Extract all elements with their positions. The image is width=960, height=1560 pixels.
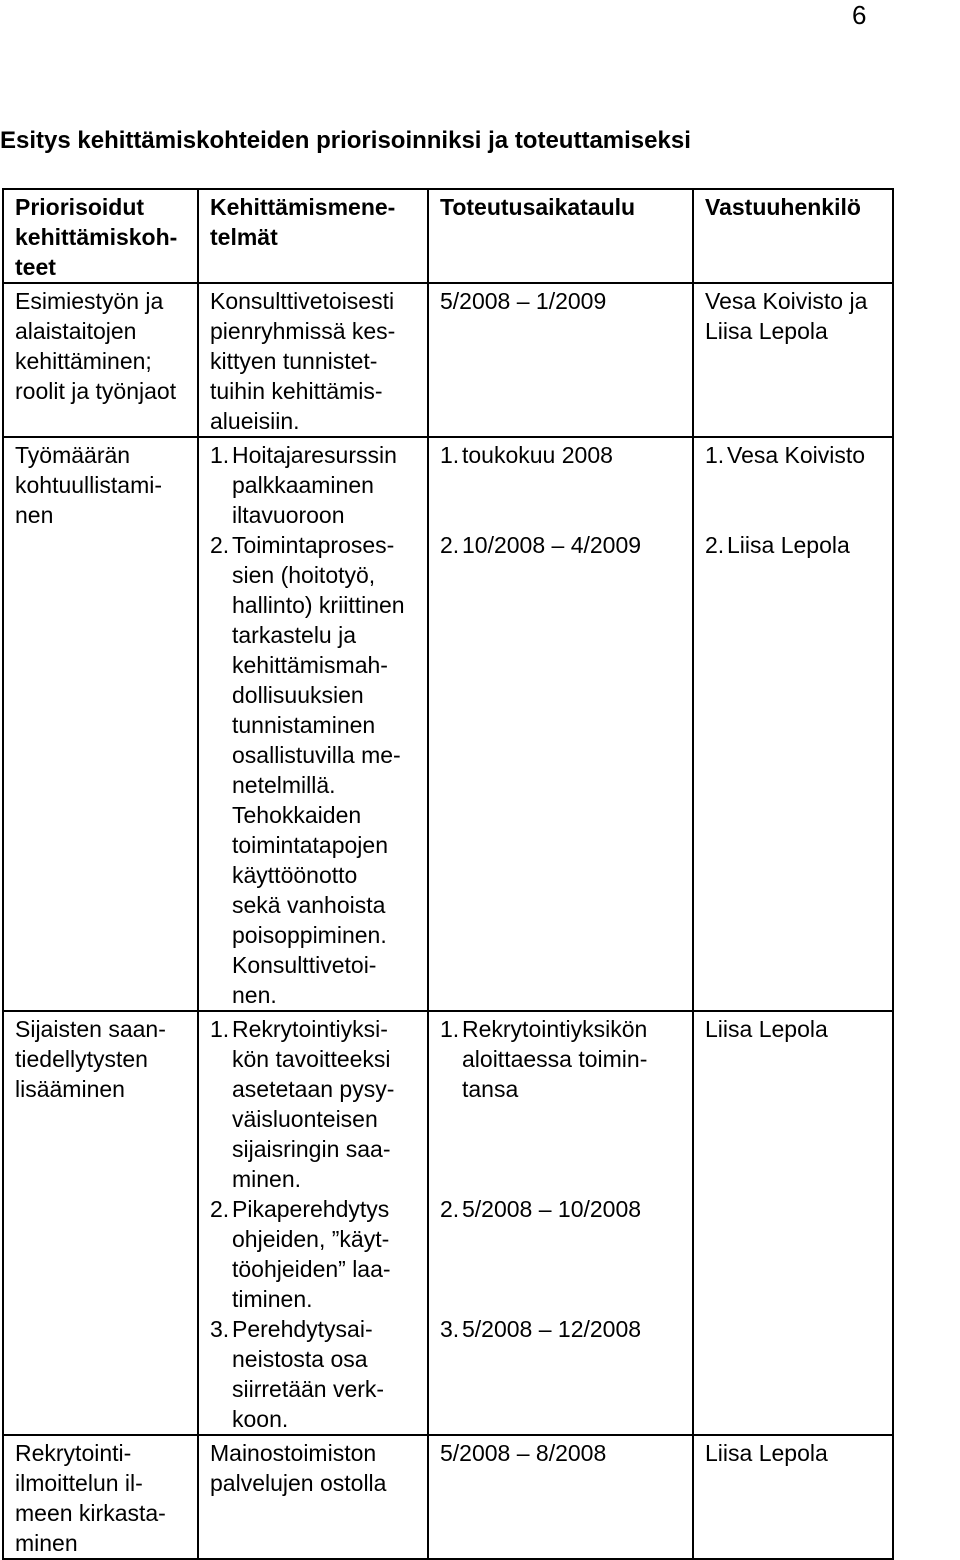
methods-cell [198,437,428,1011]
responsible-cell: Vesa Koivisto ja Liisa Lepola [693,283,893,437]
development-plan-table [2,188,959,1560]
header-responsible: Vastuuhenkilö [693,189,893,283]
page-number: 6 [852,0,867,30]
list-item: 2. Pikaperehdytys ohjeiden, ”käyt- töohjeiden” laa- timinen. [210,1196,391,1312]
schedule-cell [428,1011,693,1435]
list-item: 3. 5/2008 – 12/2008 [440,1316,642,1342]
schedule-cell: 5/2008 – 1/2009 [428,283,693,437]
schedule-cell [428,437,693,1011]
table-row [3,1435,958,1559]
list-item: 1. Vesa Koivisto [705,442,866,468]
table-row [3,437,958,1011]
methods-cell [198,1011,428,1435]
target-cell: Sijaisten saan- tiedellytysten lisääminen [3,1011,198,1435]
responsible-cell: Liisa Lepola [693,1435,893,1559]
list-item: 1. Rekrytointiyksi- kön tavoitteeksi asetetaan pysy- väisluonteisen sijaisringin saa- minen. [210,1016,395,1192]
list-item: 2. Toimintaproses- sien (hoitotyö, hallinto) kriittinen tarkastelu ja kehittämismah- dollisuuksien tunnistaminen osallistuvilla me- netelmillä. Tehokkaiden toimintatapojen käyttöönotto sekä vanhoista poisoppiminen. Konsulttivetoi- nen. [210,532,405,1008]
methods-cell: Konsulttivetoisesti pienryhmissä kes- kittyen tunnistet- tuihin kehittämis- alueisiin. [198,283,428,437]
methods-cell: Mainostoimiston palvelujen ostolla [198,1435,428,1559]
target-cell: Rekrytointi- ilmoittelun il- meen kirkasta- minen [3,1435,198,1559]
document-title: Esitys kehittämiskohteiden priorisoinniksi ja toteuttamiseksi [0,127,691,154]
list-item: 2. 10/2008 – 4/2009 [440,532,642,558]
header-targets: Priorisoidut kehittämiskoh- teet [3,189,198,283]
table-row [3,283,958,437]
responsible-cell: Liisa Lepola [693,1011,893,1435]
schedule-cell: 5/2008 – 8/2008 [428,1435,693,1559]
list-item: 2. 5/2008 – 10/2008 [440,1196,642,1222]
list-item: 1. Hoitajaresurssin palkkaaminen iltavuoroon [210,442,397,528]
responsible-cell [693,437,893,1011]
list-item: 3. Perehdytysai- neistosta osa siirretään verk- koon. [210,1316,385,1432]
table-row [3,1011,958,1435]
header-methods: Kehittämismene- telmät [198,189,428,283]
list-item: 2. Liisa Lepola [705,532,850,558]
header-schedule: Toteutusaikataulu [428,189,693,283]
table-header-row [3,189,958,283]
target-cell: Työmäärän kohtuullistami- nen [3,437,198,1011]
target-cell: Esimiestyön ja alaistaitojen kehittäminen; roolit ja työnjaot [3,283,198,437]
list-item: 1. toukokuu 2008 [440,442,613,468]
list-item: 1. Rekrytointiyksikön aloittaessa toimin- tansa [440,1016,648,1102]
